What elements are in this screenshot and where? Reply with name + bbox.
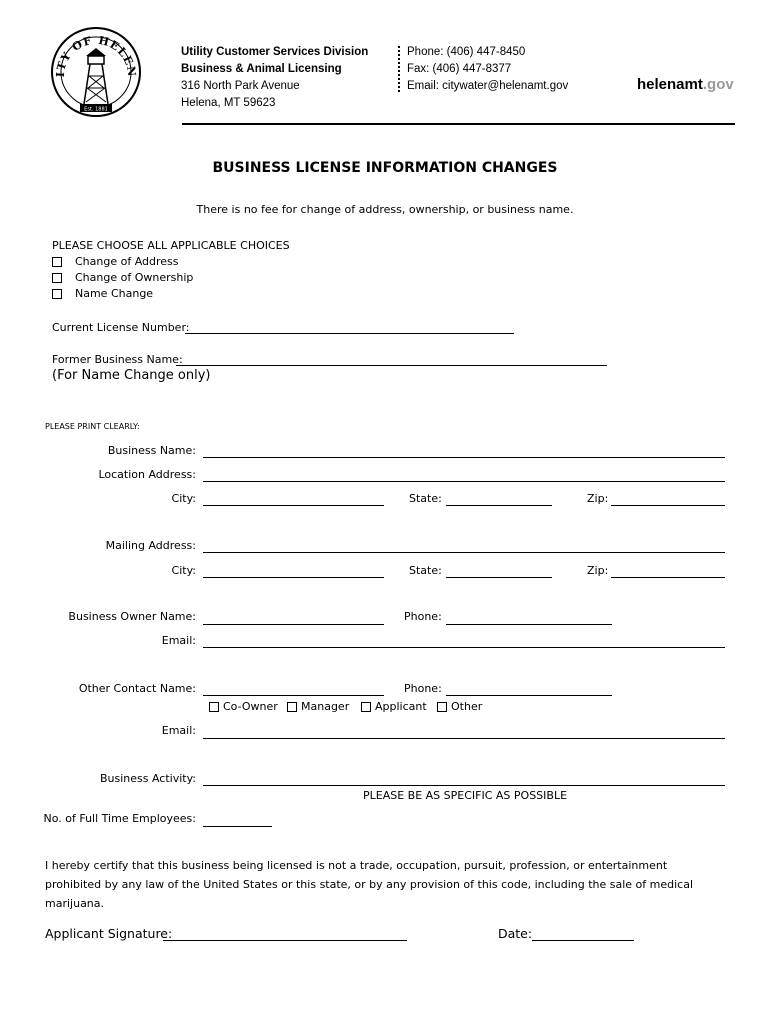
other-email-label: Email: (161, 724, 196, 737)
former-name-field[interactable] (176, 365, 607, 366)
employees-label: No. of Full Time Employees: (43, 812, 196, 825)
business-name-field[interactable] (203, 457, 725, 458)
city-field[interactable] (203, 505, 384, 506)
form-subtitle: There is no fee for change of address, ownership, or business name. (196, 203, 574, 216)
role-label: Co-Owner (223, 700, 278, 713)
role-label: Applicant (375, 700, 427, 713)
date-field[interactable] (532, 940, 634, 941)
business-activity-label: Business Activity: (99, 772, 196, 785)
activity-note: PLEASE BE AS SPECIFIC AS POSSIBLE (363, 789, 568, 802)
other-phone-field[interactable] (446, 695, 612, 696)
email-text: Email: citywater@helenamt.gov (407, 80, 569, 92)
owner-name-field[interactable] (203, 624, 384, 625)
header-contact-block (407, 44, 568, 95)
mailing-city-label: City: (171, 564, 196, 577)
other-phone-label: Phone: (404, 682, 442, 695)
checkbox[interactable] (52, 257, 62, 267)
choice-label: Change of Ownership (75, 271, 194, 284)
mailing-city-field[interactable] (203, 577, 384, 578)
former-name-label: Former Business Name: (52, 353, 183, 366)
checkbox[interactable] (437, 702, 447, 712)
subdivision-name: Business & Animal Licensing (181, 63, 342, 75)
mailing-state-label: State: (409, 564, 442, 577)
role-co-owner[interactable] (209, 700, 278, 713)
header-dotted-divider (398, 46, 400, 92)
business-name-label: Business Name: (107, 444, 196, 457)
mailing-state-field[interactable] (446, 577, 552, 578)
employees-field[interactable] (203, 826, 272, 827)
website-logo (637, 76, 734, 93)
print-clearly-note: PLEASE PRINT CLEARLY: (45, 422, 140, 431)
current-license-field[interactable] (185, 333, 514, 334)
mailing-zip-label: Zip: (587, 564, 609, 577)
mailing-address-label: Mailing Address: (105, 539, 196, 552)
website-tld: .gov (702, 76, 734, 93)
header-address-block (181, 44, 368, 112)
choice-change-ownership[interactable] (52, 271, 193, 284)
role-applicant[interactable] (361, 700, 427, 713)
owner-name-label: Business Owner Name: (68, 610, 196, 623)
checkbox[interactable] (52, 289, 62, 299)
zip-field[interactable] (611, 505, 725, 506)
city-label: City: (171, 492, 196, 505)
owner-email-field[interactable] (203, 647, 725, 648)
phone-text: Phone: (406) 447-8450 (407, 46, 526, 58)
city-seal-logo (50, 26, 142, 118)
checkbox[interactable] (361, 702, 371, 712)
owner-phone-field[interactable] (446, 624, 612, 625)
location-address-field[interactable] (203, 481, 725, 482)
role-label: Other (451, 700, 483, 713)
fax-text: Fax: (406) 447-8377 (407, 63, 512, 75)
other-contact-label: Other Contact Name: (78, 682, 196, 695)
signature-label: Applicant Signature: (45, 926, 173, 941)
choice-name-change[interactable] (52, 287, 153, 300)
checkbox[interactable] (52, 273, 62, 283)
state-field[interactable] (446, 505, 552, 506)
current-license-label: Current License Number: (52, 321, 190, 334)
mailing-zip-field[interactable] (611, 577, 725, 578)
choice-label: Change of Address (75, 255, 179, 268)
other-contact-field[interactable] (203, 695, 384, 696)
svg-text:CITY OF HELENA: ITY OF HELEN (53, 33, 139, 78)
location-address-label: Location Address: (98, 468, 196, 481)
choices-heading: PLEASE CHOOSE ALL APPLICABLE CHOICES (52, 239, 290, 252)
checkbox[interactable] (287, 702, 297, 712)
city-address: Helena, MT 59623 (181, 97, 276, 109)
choice-change-address[interactable] (52, 255, 179, 268)
division-name: Utility Customer Services Division (181, 46, 369, 58)
header-rule (182, 123, 735, 125)
role-manager[interactable] (287, 700, 349, 713)
former-name-note: (For Name Change only) (52, 368, 211, 383)
role-other[interactable] (437, 700, 482, 713)
mailing-address-field[interactable] (203, 552, 725, 553)
choice-label: Name Change (75, 287, 154, 300)
zip-label: Zip: (587, 492, 609, 505)
date-label: Date: (498, 926, 533, 941)
state-label: State: (409, 492, 442, 505)
signature-field[interactable] (163, 940, 407, 941)
owner-phone-label: Phone: (404, 610, 442, 623)
certification-text: I hereby certify that this business being licensed is not a trade, occupation, pursuit, profession, or entertainment prohibited by any law of the United States or this state, or by any provision of this code, including the sale of medical marijuana. (45, 859, 694, 910)
business-activity-field[interactable] (203, 785, 725, 786)
role-label: Manager (301, 700, 350, 713)
website-name: helenamt (637, 76, 703, 93)
other-email-field[interactable] (203, 738, 725, 739)
checkbox[interactable] (209, 702, 219, 712)
form-title: BUSINESS LICENSE INFORMATION CHANGES (212, 160, 558, 176)
street-address: 316 North Park Avenue (181, 80, 300, 92)
owner-email-label: Email: (161, 634, 196, 647)
seal-est-text: Est. 1881 (84, 106, 108, 113)
